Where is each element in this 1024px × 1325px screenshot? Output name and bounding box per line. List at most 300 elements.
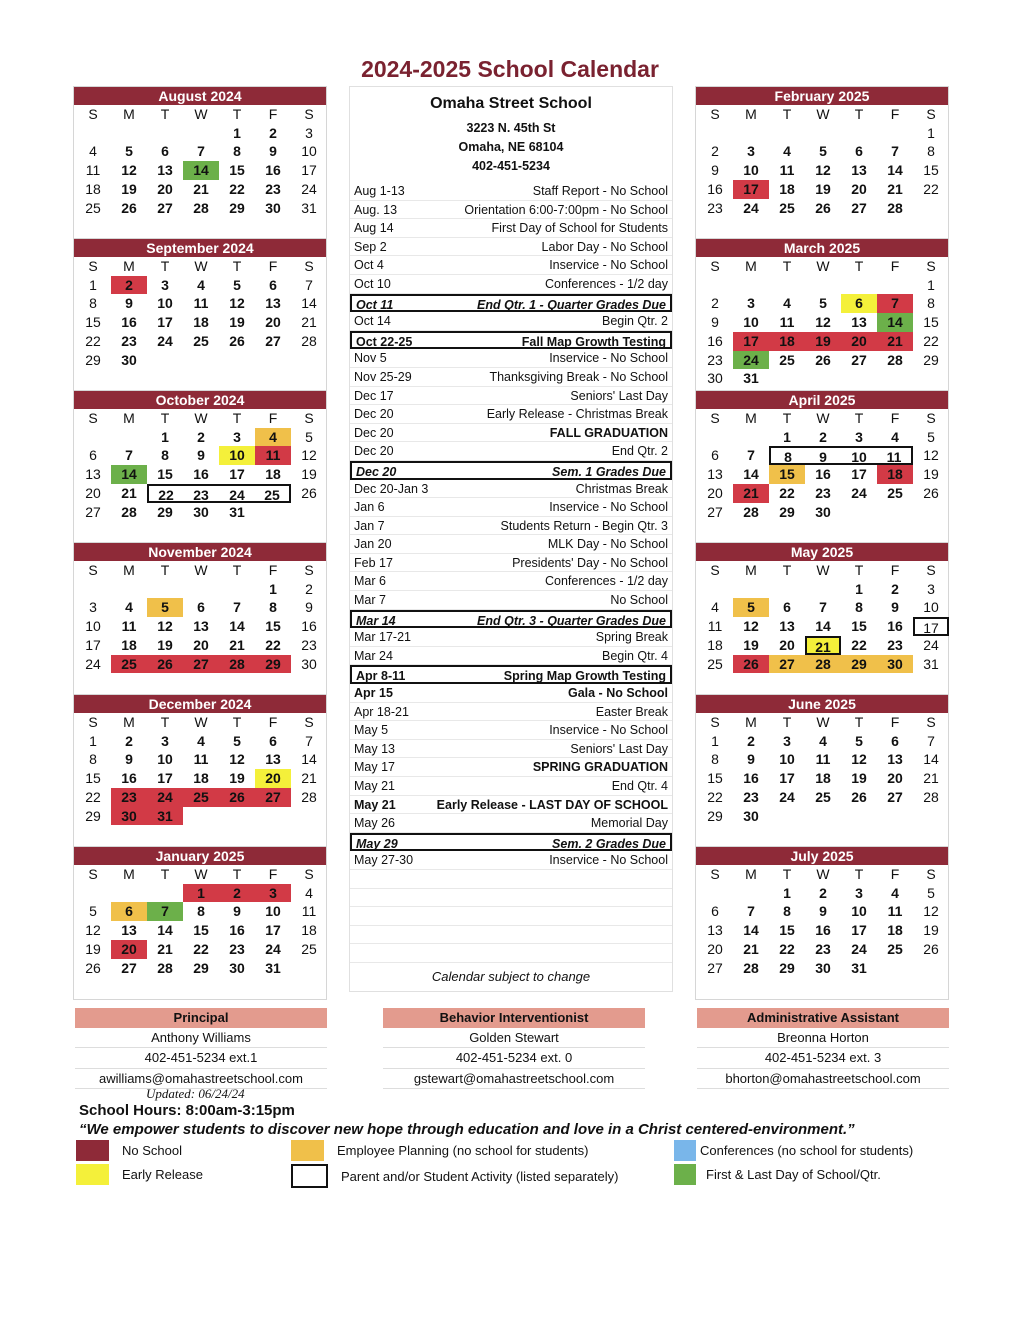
month-november-2024 xyxy=(74,543,326,695)
calendar-day: 22 xyxy=(707,788,723,805)
calendar-day: 16 xyxy=(815,466,831,483)
calendar-day: 11 xyxy=(707,618,723,635)
event-row xyxy=(350,331,672,350)
legend-label: Employee Planning (no school for students) xyxy=(337,1143,589,1158)
calendar-day: 14 xyxy=(815,618,831,635)
weekday-header: S xyxy=(926,866,936,882)
weekday-header: F xyxy=(268,562,278,578)
contact-admin xyxy=(697,1008,949,1089)
event-date: Mar 7 xyxy=(354,593,386,608)
event-description: End Qtr. 4 xyxy=(611,779,668,793)
calendar-day: 16 xyxy=(121,770,137,787)
weekday-header: T xyxy=(782,562,792,578)
calendar-day: 15 xyxy=(229,162,245,179)
month-april-2025 xyxy=(696,391,948,543)
empty-cell xyxy=(111,124,147,143)
calendar-day: 4 xyxy=(783,295,791,312)
calendar-day: 31 xyxy=(229,503,245,520)
weekday-header: S xyxy=(88,714,98,730)
legend-swatch xyxy=(76,1164,109,1185)
calendar-day: 6 xyxy=(855,143,863,160)
calendar-day: 26 xyxy=(851,788,867,805)
weekday-header: F xyxy=(890,714,900,730)
month-september-2024 xyxy=(74,239,326,391)
event-row xyxy=(350,833,672,852)
calendar-day: 17 xyxy=(733,180,769,199)
weekday-header: F xyxy=(268,258,278,274)
calendar-day: 2 xyxy=(269,124,277,141)
event-description: Early Release - LAST DAY OF SCHOOL xyxy=(436,797,668,812)
event-description: Christmas Break xyxy=(575,481,668,496)
calendar-day: 29 xyxy=(157,503,173,520)
weekday-header: F xyxy=(890,106,900,122)
calendar-day: 26 xyxy=(815,199,831,216)
calendar-day: 11 xyxy=(779,162,795,179)
event-description: End Qtr. 2 xyxy=(611,444,668,459)
calendar-day: 7 xyxy=(877,294,913,313)
calendar-day: 29 xyxy=(779,959,795,976)
calendar-day: 20 xyxy=(707,484,723,501)
calendar-day: 13 xyxy=(707,922,723,939)
contact-email[interactable]: gstewart@omahastreetschool.com xyxy=(383,1069,645,1089)
calendar-day: 21 xyxy=(887,180,903,197)
calendar-day: 9 xyxy=(711,162,719,179)
calendar-day: 25 xyxy=(779,199,795,216)
calendar-day: 19 xyxy=(815,180,831,197)
calendar-day: 23 xyxy=(121,332,137,349)
event-date: Apr 8-11 xyxy=(356,669,406,684)
calendar-day: 27 xyxy=(851,351,867,368)
month-title: September 2024 xyxy=(74,239,326,257)
event-description: Staff Report - No School xyxy=(532,184,668,198)
calendar-day: 24 xyxy=(923,636,939,653)
calendar-day: 9 xyxy=(819,903,827,920)
weekday-header: W xyxy=(816,410,830,426)
calendar-day: 2 xyxy=(711,143,719,160)
calendar-day: 4 xyxy=(711,599,719,616)
empty-cell xyxy=(877,276,913,295)
weekday-header: F xyxy=(268,106,278,122)
calendar-day: 10 xyxy=(265,903,281,920)
event-row xyxy=(350,628,672,647)
event-date: May 21 xyxy=(354,797,396,812)
empty-cell xyxy=(75,580,111,599)
calendar-day: 22 xyxy=(147,484,183,503)
event-row xyxy=(350,572,672,591)
contact-role: Behavior Interventionist xyxy=(383,1008,645,1028)
empty-cell xyxy=(697,580,733,599)
calendar-day: 7 xyxy=(305,732,313,749)
calendar-day: 28 xyxy=(923,788,939,805)
weekday-header: S xyxy=(304,106,314,122)
calendar-day: 23 xyxy=(815,484,831,501)
weekday-header: T xyxy=(854,866,864,882)
month-grid xyxy=(74,257,326,369)
calendar-day: 22 xyxy=(193,940,209,957)
event-row xyxy=(350,740,672,759)
event-date: May 27-30 xyxy=(354,853,414,868)
calendar-day: 25 xyxy=(779,351,795,368)
calendar-day: 25 xyxy=(255,484,291,503)
calendar-day: 12 xyxy=(923,447,939,464)
events-panel xyxy=(349,86,673,992)
calendar-day: 21 xyxy=(733,484,769,503)
calendar-day: 11 xyxy=(121,618,137,635)
event-description: SPRING GRADUATION xyxy=(532,760,668,775)
weekday-header: W xyxy=(816,562,830,578)
calendar-day: 2 xyxy=(305,580,313,597)
calendar-day: 5 xyxy=(125,143,133,160)
event-description: FALL GRADUATION xyxy=(549,425,668,440)
calendar-day: 19 xyxy=(805,332,841,351)
empty-cell xyxy=(111,428,147,447)
calendar-day: 5 xyxy=(855,732,863,749)
event-row xyxy=(350,182,672,201)
event-row xyxy=(350,851,672,870)
calendar-day: 14 xyxy=(183,161,219,180)
calendar-day: 25 xyxy=(111,655,147,674)
calendar-day: 13 xyxy=(265,751,281,768)
calendar-day: 30 xyxy=(877,655,913,674)
weekday-header: M xyxy=(123,410,135,426)
event-description: Presidents' Day - No School xyxy=(512,555,668,570)
month-december-2024 xyxy=(74,695,326,847)
legend-activity xyxy=(291,1164,618,1188)
calendar-day: 17 xyxy=(733,332,769,351)
calendar-day: 15 xyxy=(265,618,281,635)
calendar-day: 18 xyxy=(877,465,913,484)
event-date: Oct 14 xyxy=(354,314,391,329)
weekday-header: T xyxy=(854,106,864,122)
calendar-day: 9 xyxy=(125,295,133,312)
month-grid xyxy=(696,105,948,217)
legend-swatch xyxy=(291,1140,324,1161)
event-date: Mar 14 xyxy=(356,613,396,628)
calendar-day: 24 xyxy=(301,180,317,197)
calendar-day: 17 xyxy=(851,466,867,483)
weekday-header: S xyxy=(88,866,98,882)
calendar-day: 3 xyxy=(89,599,97,616)
calendar-day: 18 xyxy=(193,770,209,787)
calendar-day: 12 xyxy=(923,903,939,920)
contact-name: Breonna Horton xyxy=(697,1028,949,1048)
calendar-day: 29 xyxy=(779,503,795,520)
calendar-day: 13 xyxy=(887,751,903,768)
calendar-day: 12 xyxy=(815,314,831,331)
calendar-day: 4 xyxy=(891,884,899,901)
calendar-day: 27 xyxy=(851,199,867,216)
weekday-header: S xyxy=(88,562,98,578)
calendar-day: 30 xyxy=(229,959,245,976)
calendar-day: 27 xyxy=(265,332,281,349)
calendar-day: 4 xyxy=(819,732,827,749)
calendar-day: 28 xyxy=(157,959,173,976)
calendar-day: 3 xyxy=(927,580,935,597)
calendar-day: 20 xyxy=(265,314,281,331)
event-row xyxy=(350,517,672,536)
month-grid xyxy=(696,713,948,825)
calendar-day: 27 xyxy=(707,959,723,976)
legend-conferences xyxy=(674,1140,913,1161)
calendar-day: 20 xyxy=(111,940,147,959)
weekday-header: S xyxy=(304,714,314,730)
calendar-day: 8 xyxy=(89,295,97,312)
legend-no-school xyxy=(76,1140,182,1161)
event-row xyxy=(350,554,672,573)
empty-cell xyxy=(75,124,111,143)
calendar-day: 1 xyxy=(927,276,935,293)
month-grid xyxy=(696,865,948,977)
contact-phone: 402-451-5234 ext. 0 xyxy=(383,1048,645,1068)
calendar-day: 20 xyxy=(85,484,101,501)
calendar-day: 10 xyxy=(157,295,173,312)
calendar-day: 12 xyxy=(157,618,173,635)
empty-cell xyxy=(733,884,769,903)
calendar-day: 17 xyxy=(913,617,949,636)
calendar-day: 6 xyxy=(89,447,97,464)
calendar-day: 11 xyxy=(193,751,209,768)
calendar-day: 19 xyxy=(229,770,245,787)
calendar-day: 15 xyxy=(85,770,101,787)
empty-cell xyxy=(147,580,183,599)
calendar-day: 27 xyxy=(183,655,219,674)
calendar-day: 15 xyxy=(851,618,867,635)
weekday-header: W xyxy=(194,562,208,578)
contact-email[interactable]: bhorton@omahastreetschool.com xyxy=(697,1069,949,1089)
calendar-day: 27 xyxy=(707,503,723,520)
calendar-day: 26 xyxy=(301,484,317,501)
weekday-header: W xyxy=(194,714,208,730)
calendar-day: 26 xyxy=(121,199,137,216)
calendar-day: 31 xyxy=(147,807,183,826)
calendar-day: 25 xyxy=(301,940,317,957)
weekday-header: T xyxy=(232,562,242,578)
calendar-day: 3 xyxy=(783,732,791,749)
weekday-header: T xyxy=(160,562,170,578)
calendar-day: 4 xyxy=(305,884,313,901)
calendar-day: 15 xyxy=(193,922,209,939)
event-row xyxy=(350,387,672,406)
calendar-day: 20 xyxy=(255,769,291,788)
weekday-header: M xyxy=(745,714,757,730)
weekday-header: T xyxy=(232,410,242,426)
event-row xyxy=(350,368,672,387)
calendar-day: 28 xyxy=(743,959,759,976)
calendar-day: 31 xyxy=(265,959,281,976)
calendar-day: 16 xyxy=(707,180,723,197)
calendar-day: 24 xyxy=(219,484,255,503)
weekday-header: S xyxy=(926,410,936,426)
calendar-day: 31 xyxy=(923,655,939,672)
weekday-header: W xyxy=(816,866,830,882)
weekday-header: M xyxy=(123,866,135,882)
weekday-header: T xyxy=(232,258,242,274)
month-grid xyxy=(696,257,948,388)
calendar-day: 10 xyxy=(85,618,101,635)
event-description: Conferences - 1/2 day xyxy=(545,276,668,291)
calendar-day: 27 xyxy=(157,199,173,216)
calendar-day: 18 xyxy=(779,180,795,197)
calendar-day: 18 xyxy=(887,922,903,939)
calendar-day: 21 xyxy=(301,314,317,331)
right-months-column xyxy=(695,86,949,1000)
school-name: Omaha Street School xyxy=(430,95,592,112)
calendar-day: 16 xyxy=(815,922,831,939)
calendar-day: 18 xyxy=(85,180,101,197)
calendar-day: 13 xyxy=(265,295,281,312)
event-description: Spring Break xyxy=(595,630,668,645)
calendar-day: 29 xyxy=(255,655,291,674)
calendar-day: 23 xyxy=(183,484,219,503)
calendar-day: 2 xyxy=(219,884,255,903)
event-row xyxy=(350,721,672,740)
weekday-header: S xyxy=(710,410,720,426)
left-months-column xyxy=(73,86,327,1000)
event-row xyxy=(350,424,672,443)
event-description: Inservice - No School xyxy=(549,500,668,515)
school-phone: 402-451-5234 xyxy=(472,159,550,173)
calendar-day: 1 xyxy=(711,732,719,749)
calendar-day: 5 xyxy=(819,295,827,312)
calendar-day: 14 xyxy=(743,922,759,939)
calendar-day: 2 xyxy=(125,732,133,749)
event-row xyxy=(350,796,672,815)
calendar-day: 2 xyxy=(197,428,205,445)
calendar-day: 25 xyxy=(887,484,903,501)
event-row xyxy=(350,461,672,480)
calendar-day: 18 xyxy=(193,314,209,331)
calendar-day: 18 xyxy=(815,770,831,787)
empty-cell xyxy=(697,428,733,447)
weekday-header: F xyxy=(268,410,278,426)
calendar-day: 22 xyxy=(779,940,795,957)
weekday-header: M xyxy=(123,562,135,578)
calendar-day: 3 xyxy=(161,732,169,749)
calendar-day: 13 xyxy=(85,466,101,483)
event-row xyxy=(350,275,672,294)
calendar-day: 7 xyxy=(747,903,755,920)
calendar-day: 16 xyxy=(193,466,209,483)
calendar-day: 18 xyxy=(301,922,317,939)
calendar-day: 10 xyxy=(219,446,255,465)
updated-date: Updated: 06/24/24 xyxy=(146,1086,245,1101)
calendar-day: 6 xyxy=(269,732,277,749)
calendar-day: 14 xyxy=(301,751,317,768)
event-description: Inservice - No School xyxy=(549,258,668,273)
blank-rows xyxy=(350,870,672,963)
empty-cell xyxy=(147,124,183,143)
event-description: Seniors' Last Day xyxy=(570,388,668,403)
calendar-day: 16 xyxy=(301,618,317,635)
calendar-day: 23 xyxy=(229,940,245,957)
empty-cell xyxy=(697,884,733,903)
calendar-day: 2 xyxy=(819,428,827,445)
event-date: May 5 xyxy=(354,723,389,738)
calendar-day: 14 xyxy=(887,162,903,179)
calendar-day: 18 xyxy=(769,332,805,351)
calendar-day: 14 xyxy=(111,465,147,484)
calendar-day: 2 xyxy=(891,580,899,597)
calendar-day: 11 xyxy=(815,751,831,768)
legend-first-last xyxy=(674,1164,881,1185)
event-date: Jan 20 xyxy=(354,537,392,552)
calendar-day: 15 xyxy=(779,922,795,939)
weekday-header: S xyxy=(710,258,720,274)
calendar-day: 16 xyxy=(121,314,137,331)
calendar-day: 8 xyxy=(769,446,805,465)
calendar-day: 27 xyxy=(769,655,805,674)
contact-phone: 402-451-5234 ext.1 xyxy=(75,1048,327,1068)
calendar-day: 18 xyxy=(121,636,137,653)
event-description: Early Release - Christmas Break xyxy=(486,407,668,422)
calendar-day: 10 xyxy=(743,162,759,179)
contact-name: Golden Stewart xyxy=(383,1028,645,1048)
empty-cell xyxy=(877,124,913,143)
month-title: August 2024 xyxy=(74,87,326,105)
calendar-day: 10 xyxy=(923,599,939,616)
calendar-day: 23 xyxy=(265,180,281,197)
empty-cell xyxy=(769,124,805,143)
weekday-header: S xyxy=(710,714,720,730)
event-date: Sep 2 xyxy=(354,239,387,254)
calendar-day: 19 xyxy=(157,636,173,653)
event-date: Oct 4 xyxy=(354,258,384,273)
calendar-day: 25 xyxy=(707,655,723,672)
calendar-day: 4 xyxy=(125,599,133,616)
calendar-day: 11 xyxy=(85,162,101,179)
event-row xyxy=(350,480,672,499)
event-date: Aug 14 xyxy=(354,221,394,236)
calendar-day: 5 xyxy=(927,428,935,445)
calendar-day: 8 xyxy=(269,599,277,616)
contact-email[interactable]: awilliams@omahastreetschool.com xyxy=(75,1069,327,1089)
calendar-day: 26 xyxy=(923,484,939,501)
calendar-day: 23 xyxy=(815,940,831,957)
calendar-day: 24 xyxy=(851,940,867,957)
calendar-day: 1 xyxy=(269,580,277,597)
calendar-day: 28 xyxy=(301,332,317,349)
contact-phone: 402-451-5234 ext. 3 xyxy=(697,1048,949,1068)
empty-cell xyxy=(733,276,769,295)
weekday-header: T xyxy=(854,714,864,730)
legend-swatch xyxy=(291,1164,328,1188)
weekday-header: F xyxy=(890,258,900,274)
calendar-day: 17 xyxy=(779,770,795,787)
empty-cell xyxy=(733,124,769,143)
calendar-day: 5 xyxy=(233,732,241,749)
weekday-header: T xyxy=(160,410,170,426)
month-grid xyxy=(74,105,326,217)
calendar-day: 5 xyxy=(305,428,313,445)
calendar-day: 6 xyxy=(783,599,791,616)
weekday-header: S xyxy=(926,714,936,730)
calendar-day: 9 xyxy=(747,751,755,768)
weekday-header: S xyxy=(304,410,314,426)
calendar-day: 29 xyxy=(229,199,245,216)
calendar-day: 5 xyxy=(147,598,183,617)
calendar-day: 9 xyxy=(891,599,899,616)
calendar-day: 26 xyxy=(815,351,831,368)
empty-cell xyxy=(75,428,111,447)
event-date: Nov 5 xyxy=(354,351,387,366)
month-july-2025 xyxy=(696,847,948,999)
calendar-day: 9 xyxy=(125,751,133,768)
calendar-day: 31 xyxy=(851,959,867,976)
calendar-day: 9 xyxy=(269,143,277,160)
empty-cell xyxy=(111,580,147,599)
calendar-day: 19 xyxy=(923,922,939,939)
calendar-day: 11 xyxy=(779,314,795,331)
